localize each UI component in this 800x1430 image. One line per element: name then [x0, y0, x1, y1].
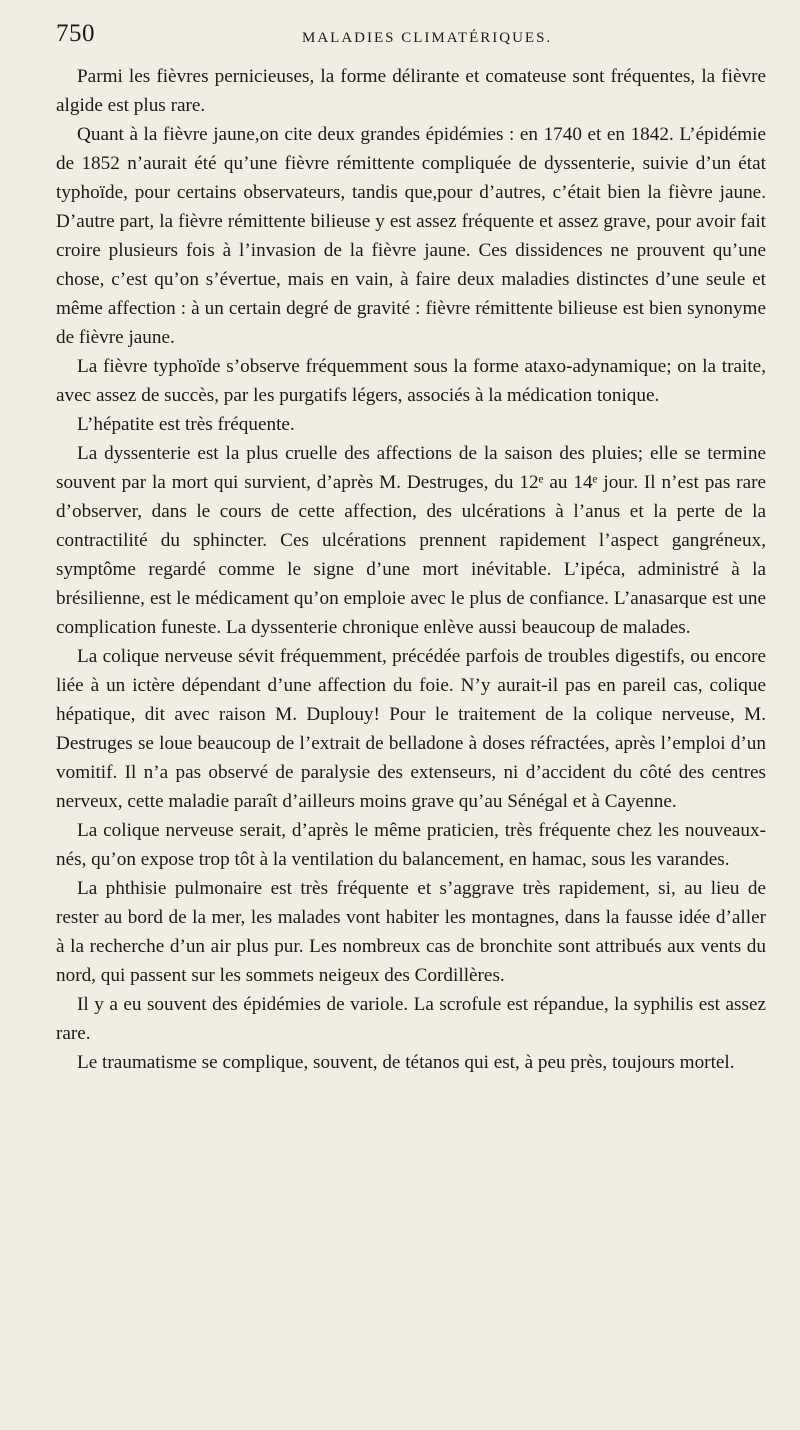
page-number: 750 [56, 20, 95, 47]
paragraph-hepatite: L’hépatite est très fréquente. [77, 414, 295, 435]
paragraph-fievre-typhoide: La fièvre typhoïde s’observe fréquemment sous la forme ataxo-adynamique; on la traite, avec assez de succès, par les purgatifs légers, associés à la médication tonique. [56, 356, 766, 406]
paragraph-colique-nerveuse: La colique nerveuse sévit fréquemment, précédée parfois de troubles digestifs, ou encore liée à un ictère dépendant d’une affection du foie. N’y aurait-il pas en pareil cas, colique hépatique, dit avec raison M. Duplouy! Pour le traitement de la colique nerveuse, M. Destruges se loue beaucoup de l’extrait de belladone à doses réfractées, après l’emploi d’un vomitif. Il n’a pas observé de paralysie des extenseurs, ni d’accident du côté des centres nerveux, cette maladie paraît d’ailleurs moins grave qu’au Sénégal et à Cayenne. [56, 646, 766, 812]
paragraph-nouveaux-nes: La colique nerveuse serait, d’après le même praticien, très fréquente chez les nouveaux-nés, qu’on expose trop tôt à la ventilation du balancement, en hamac, sous les varandes. [56, 820, 766, 870]
running-head: MALADIES CLIMATÉRIQUES. [302, 30, 553, 46]
page-header [56, 18, 766, 62]
paragraph-fievre-jaune: Quant à la fièvre jaune,on cite deux grandes épidémies : en 1740 et en 1842. L’épidémie de 1852 n’aurait été qu’une fièvre rémittente compliquée de dyssenterie, suivie d’un état typhoïde, pour certains observateurs, tandis que,pour d’autres, c’était bien la fièvre jaune. D’autre part, la fièvre rémittente bilieuse y est assez fréquente et assez grave, pour avoir fait croire plusieurs fois à l’invasion de la fièvre jaune. Ces dissidences ne prouvent qu’une chose, c’est qu’on s’évertue, mais en vain, à faire deux maladies distinctes d’une seule et même affection : à un certain degré de gravité : fièvre rémittente bilieuse est bien synonyme de fièvre jaune. [56, 124, 766, 348]
paragraph-variole: Il y a eu souvent des épidémies de variole. La scrofule est répandue, la syphilis est assez rare. [56, 994, 766, 1044]
paragraph-traumatisme: Le traumatisme se complique, souvent, de tétanos qui est, à peu près, toujours mortel. [77, 1052, 735, 1073]
paragraph-fevres-pernicieuses: Parmi les fièvres pernicieuses, la forme délirante et comateuse sont fréquentes, la fièvre algide est plus rare. [56, 66, 766, 116]
body-text [56, 62, 766, 1077]
paragraph-dyssenterie: La dyssenterie est la plus cruelle des affections de la saison des pluies; elle se termine souvent par la mort qui survient, d’après M. Destruges, du 12ᵉ au 14ᵉ jour. Il n’est pas rare d’observer, dans le cours de cette affection, des ulcérations à l’anus et la perte de la contractilité du sphincter. Ces ulcérations prennent rapidement l’aspect gangréneux, symptôme regardé comme le signe d’une mort inévitable. L’ipéca, administré à la brésilienne, est le médicament qu’on emploie avec le plus de confiance. L’anasarque est une complication funeste. La dyssenterie chronique enlève aussi beaucoup de malades. [56, 443, 766, 638]
paragraph-phthisie: La phthisie pulmonaire est très fréquente et s’aggrave très rapidement, si, au lieu de rester au bord de la mer, les malades vont habiter les montagnes, dans la fausse idée d’aller à la recherche d’un air plus pur. Les nombreux cas de bronchite sont attribués aux vents du nord, qui passent sur les sommets neigeux des Cordillères. [56, 878, 766, 986]
